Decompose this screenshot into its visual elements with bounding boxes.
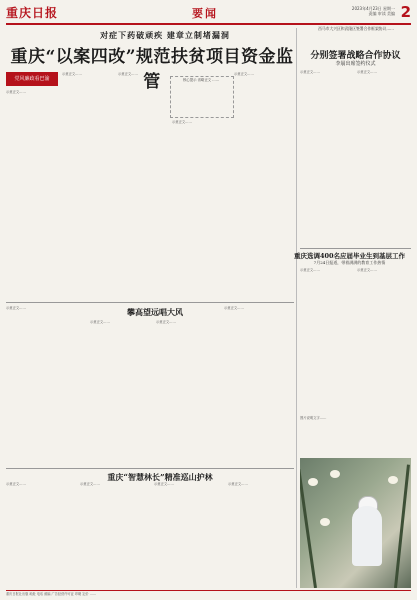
- bottom-column-3: 示意正文……: [154, 482, 174, 486]
- training-headline: 重庆选调400名应届毕业生到基层工作: [293, 252, 406, 260]
- lead-column-1: 示意正文……: [6, 90, 26, 94]
- callout-text: 核心提示 省略正文 ……: [182, 78, 220, 82]
- worker-figure: [352, 506, 382, 566]
- side-column-1: 示意正文……: [300, 70, 320, 74]
- side-divider: [300, 248, 411, 249]
- bottom-headline: 重庆“智慧林长”精准巡山护林: [107, 472, 213, 482]
- lead-column-2: 示意正文……: [62, 72, 82, 76]
- newspaper-logo: 重庆日报: [6, 6, 59, 20]
- plant-stem: [300, 469, 317, 588]
- side-subhead: 李崩出席签约仪式: [335, 61, 376, 67]
- side-headline: 分别签署战略合作协议: [310, 51, 401, 61]
- flower: [308, 478, 318, 486]
- plant-stem: [394, 465, 410, 588]
- news-photo: [300, 458, 411, 588]
- bottom-column-2: 示意正文……: [80, 482, 100, 486]
- middle-column-3: 示意正文……: [156, 320, 176, 324]
- section-title: 要闻: [192, 7, 218, 20]
- lead-kicker: 对症下药破顽疾 建章立制堵漏洞: [100, 30, 230, 40]
- lead-column-4: 示意正文……: [172, 120, 192, 124]
- editor-line: 责编 审读 美编: [368, 11, 395, 16]
- flower: [388, 476, 398, 484]
- bottom-divider: [6, 468, 294, 469]
- page-footer: 重庆日报社出版 地址 电话 邮编 广告经营许可证 印刷 定价 ……: [6, 590, 411, 598]
- bottom-column-1: 示意正文……: [6, 482, 26, 486]
- column-banner: 党风廉政看巴渝: [6, 72, 58, 86]
- column-divider: [296, 28, 297, 588]
- middle-headline: 攀高望远唱大风: [127, 307, 183, 317]
- flower: [320, 518, 330, 526]
- photo-caption: 图片说明文字……: [300, 416, 327, 420]
- middle-column-1: 示意正文……: [6, 306, 26, 310]
- lead-headline: 重庆“以案四改”规范扶贫项目资金监管: [10, 47, 294, 92]
- training-column-2: 示意正文……: [357, 268, 377, 272]
- page-number: 2: [400, 3, 411, 21]
- side-kicker: 西马市大兴区和武隆区签署合作框架协议……: [318, 26, 394, 31]
- middle-column-2: 示意正文……: [90, 320, 110, 324]
- flower: [330, 470, 340, 478]
- lead-column-5: 示意正文……: [234, 72, 254, 76]
- middle-column-4: 示意正文……: [224, 306, 244, 310]
- side-column-2: 示意正文……: [357, 70, 377, 74]
- middle-divider: [6, 302, 294, 303]
- date-line: [352, 6, 395, 16]
- lead-column-3: 示意正文……: [118, 72, 138, 76]
- training-column-1: 示意正文……: [300, 268, 320, 272]
- bottom-column-4: 示意正文……: [228, 482, 248, 486]
- masthead: [6, 4, 411, 22]
- date-text: 2023年4月23日 星期一: [351, 6, 395, 11]
- masthead-rule: [6, 23, 411, 25]
- training-subhead: 7月24日报道，带着满满的教育工作热情: [313, 260, 386, 265]
